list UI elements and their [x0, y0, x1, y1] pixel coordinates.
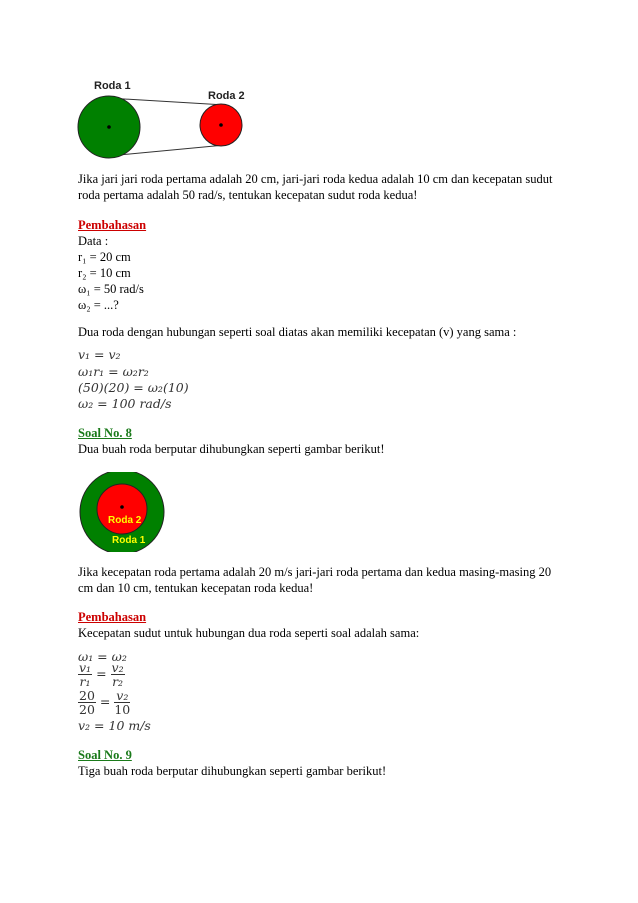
math-line: v₂ = 10 m/s [78, 718, 151, 733]
problem-8-intro: Dua buah roda berputar dihubungkan seperti gambar berikut! [78, 442, 385, 456]
math-fraction-line: $\frac{20}{20}$ = $\frac{\text{v₂}}{10}$ [79, 688, 131, 717]
math-line: ω₁ = ω₂ [78, 649, 127, 664]
roda-1-label: Roda 1 [112, 535, 146, 546]
fraction: $\frac{20}{20}$ [79, 688, 95, 717]
data-line: r₁ = 20 cm [78, 250, 131, 264]
wheel-center [120, 505, 124, 509]
math-line: v₁ = v₂ [78, 347, 121, 362]
data-label: Data : [78, 234, 109, 248]
problem-7-explanation: Dua roda dengan hubungan seperti soal diatas akan memiliki kecepatan (v) yang sama : [78, 325, 517, 339]
roda-1-label: Roda 1 [94, 80, 131, 92]
roda-2-circle [97, 484, 147, 534]
problem-7-question: Jika jari jari roda pertama adalah 20 cm, jari-jari roda kedua adalah 10 cm dan kecepatan sudut roda pertama adalah 50 rad/s, tentukan kecepatan sudut roda kedua! [78, 172, 553, 202]
fraction: $\frac{\text{v₂}}{\text{r₂}}$ [111, 660, 124, 689]
fraction: $\frac{\text{v₁}}{\text{r₁}}$ [79, 660, 92, 689]
problem-8-question: Jika kecepatan roda pertama adalah 20 m/s jari-jari roda pertama dan kedua masing-masing 20 cm dan 10 cm, tentukan kecepatan roda kedua! [78, 565, 552, 595]
data-line: ω₂ = ...? [78, 298, 119, 312]
belt-wheels-figure [70, 72, 260, 172]
data-line: ω₁ = 50 rad/s [78, 282, 144, 296]
problem-9-intro: Tiga buah roda berputar dihubungkan seperti gambar berikut! [78, 764, 387, 778]
roda-2-center [219, 123, 223, 127]
concentric-wheels-figure [78, 472, 170, 552]
math-line: ω₁r₁ = ω₂r₂ [78, 364, 149, 379]
roda-2-label: Roda 2 [108, 515, 142, 526]
math-line: ω₂ = 100 rad/s [78, 396, 172, 411]
problem-7-pembahasan-heading: Pembahasan [78, 218, 147, 232]
problem-9-title: Soal No. 9 [78, 748, 132, 762]
math-line: (50)(20) = ω₂(10) [78, 380, 189, 395]
problem-8-title: Soal No. 8 [78, 426, 132, 440]
roda-1-center [107, 125, 111, 129]
fraction: $\frac{\text{v₂}}{10}$ [114, 688, 131, 717]
math-fraction-line: $\frac{\text{v₁}}{\text{r₁}}$ = $\frac{\text{v₂}}{\text{r₂}}$ [79, 660, 124, 689]
roda-2-label: Roda 2 [208, 90, 245, 102]
data-line: r₂ = 10 cm [78, 266, 131, 280]
problem-8-pembahasan-heading: Pembahasan [78, 610, 147, 624]
problem-8-explanation: Kecepatan sudut untuk hubungan dua roda seperti soal adalah sama: [78, 626, 420, 640]
